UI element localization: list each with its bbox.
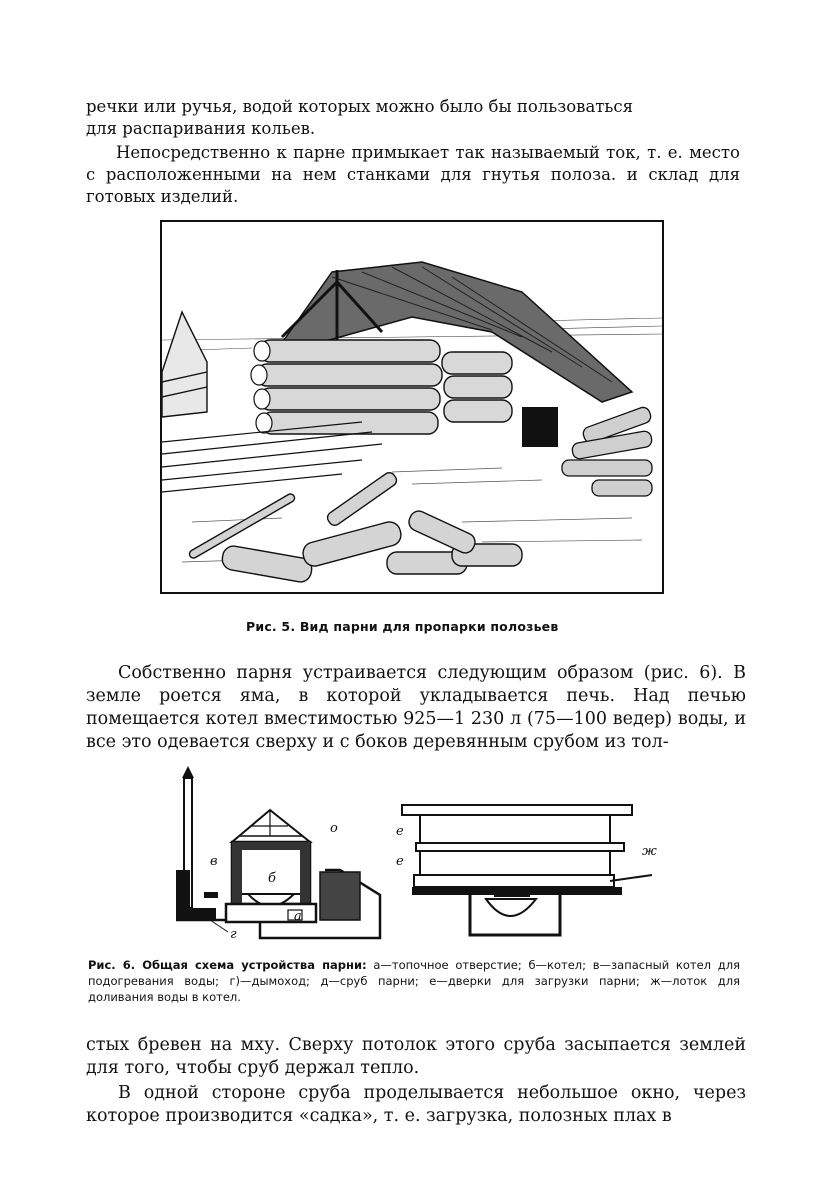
text-line-2: для распаривания кольев. <box>86 119 316 138</box>
paragraph-window: В одной стороне сруба проделывается небольшое окно, через которое производится «садка», т. е. загрузка, полозных плах в <box>86 1083 746 1126</box>
text-line-1: речки или ручья, водой которых можно было бы пользоваться <box>86 97 634 116</box>
label-b: б <box>268 871 276 886</box>
label-zh: ж <box>642 844 657 859</box>
label-e1: е <box>396 824 404 839</box>
figure-6-front-diagram <box>390 795 680 945</box>
figure-5-caption: Рис. 5. Вид парни для пропарки полозьев <box>246 619 559 634</box>
paragraph-logs: стых бревен на мху. Сверху потолок этого сруба засыпается землей для того, чтобы сруб держал тепло. <box>86 1035 746 1078</box>
steam-hut-drawing <box>162 222 662 592</box>
figure-6-caption-text: а—топочное отверстие; б—котел; в—запасный котел для подогревания воды; г)—дымоход; д—сруб парни; е—дверки для загрузки парни; ж—лоток для доливания воды в котел. <box>88 958 740 1004</box>
figure-5-illustration <box>160 220 664 594</box>
label-e2: е <box>396 854 404 869</box>
figure-6-section-diagram <box>170 760 390 945</box>
figure-6-caption-title: Рис. 6. Общая схема устройства парни: <box>88 958 367 972</box>
label-o: о <box>330 821 338 836</box>
label-g: г <box>230 927 237 942</box>
label-v: в <box>210 854 218 869</box>
paragraph-tok: Непосредственно к парне примыкает так называемый ток, т. е. место с расположенными на нем станками для гнутья полоза. и склад для готовых изделий. <box>86 143 740 206</box>
chimney-arrow-icon <box>182 766 194 778</box>
label-a: а <box>294 909 302 924</box>
figure-6-caption <box>88 957 740 1005</box>
paragraph-construction: Собственно парня устраивается следующим образом (рис. 6). В земле роется яма, в которой укладывается печь. Над печью помещается котел вместимостью 925—1 230 л (75—100 ведер) воды, и все это одевается сверху и с боков деревянным срубом из тол- <box>86 663 746 752</box>
